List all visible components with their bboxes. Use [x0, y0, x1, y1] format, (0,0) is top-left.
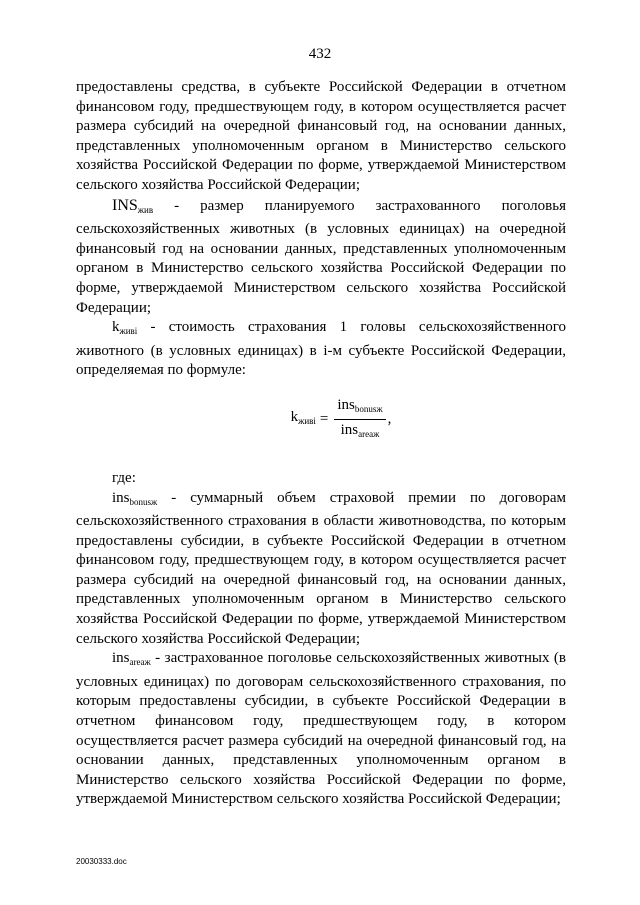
paragraph-ins-bonus [76, 489, 566, 650]
formula-lhs: $k_{живi}$ [290, 409, 316, 427]
paragraph-ins-bonus-text: - суммарный объем страховой премии по договорам сельскохозяйственного страхования в области животноводства, по которым предоставлены субсидии, в субъекте Российской Федерации в отчетном финансовом году, предшествующем году, в котором осуществляется расчет размера субсидий на очередной финансовый год, на основании данных, представленных уполномоченным органом в Министерство сельского хозяйства Российской Федерации по форме, утверждаемой Министерством сельского хозяйства Российской Федерации; [76, 489, 566, 647]
paragraph-ins-area [76, 649, 566, 810]
formula-comma: , [387, 411, 392, 428]
term-ins-area: ins [112, 650, 130, 667]
where-label: где: [112, 469, 136, 486]
term-k-zhivi-sub: живi [119, 326, 138, 337]
paragraph-ins-area-text: - застрахованное поголовье сельскохозяйственных животных (в условных единицах) по договорам сельскохозяйственного страхования, по которым предоставлены субсидии, в субъекте Российской Федерации в отчетном финансовом году, предшествующем году, в котором осуществляется расчет размера субсидий на очередной финансовый год, на основании данных, представленных уполномоченным органом в Министерство сельского хозяйства Российской Федерации по форме, утверждаемой Министерством сельского хозяйства Российской Федерации; [76, 650, 566, 808]
paragraph-ins-zhiv [76, 196, 566, 319]
paragraph-ins-zhiv-text: - размер планируемого застрахованного поголовья сельскохозяйственных животных (в условных единицах) на очередной финансовый год на основании данных, представленных уполномоченным органом в Министерство сельского хозяйства Российской Федерации по форме, утверждаемой Министерством сельского хозяйства Российской Федерации; [76, 197, 566, 316]
formula-fraction [334, 397, 385, 443]
paragraph-k-zhivi-text: - стоимость страхования 1 головы сельскохозяйственного животного (в условных единицах) в i-м субъекте Российской Федерации, определяемая по формуле: [76, 319, 566, 379]
term-k-zhivi: k [112, 319, 120, 336]
formula-equals: = [319, 411, 329, 428]
formula-numerator: ins$_{bonusж}$ [334, 397, 385, 420]
footer-filename: 20030333.doc [76, 857, 127, 866]
paragraph-k-zhivi [76, 318, 566, 381]
term-ins-zhiv: INS [112, 196, 138, 214]
paragraph-continuation: предоставлены средства, в субъекте Российской Федерации в отчетном финансовом году, предшествующем году, в котором осуществляется расчет размера субсидий на очередной финансовый год, на основании данных, представленных уполномоченным органом в Министерство сельского хозяйства Российской Федерации по форме, утверждаемой Министерством сельского хозяйства Российской Федерации; [76, 79, 566, 193]
term-ins-area-sub: areaж [129, 657, 151, 668]
document-body [76, 78, 566, 810]
term-ins-zhiv-sub: жив [137, 204, 154, 215]
term-ins-bonus-sub: bonusж [129, 496, 158, 507]
term-ins-bonus: ins [112, 489, 130, 506]
page-number: 432 [308, 46, 332, 62]
formula-denominator: ins$_{areaж}$ [340, 421, 380, 439]
formula [76, 397, 566, 443]
